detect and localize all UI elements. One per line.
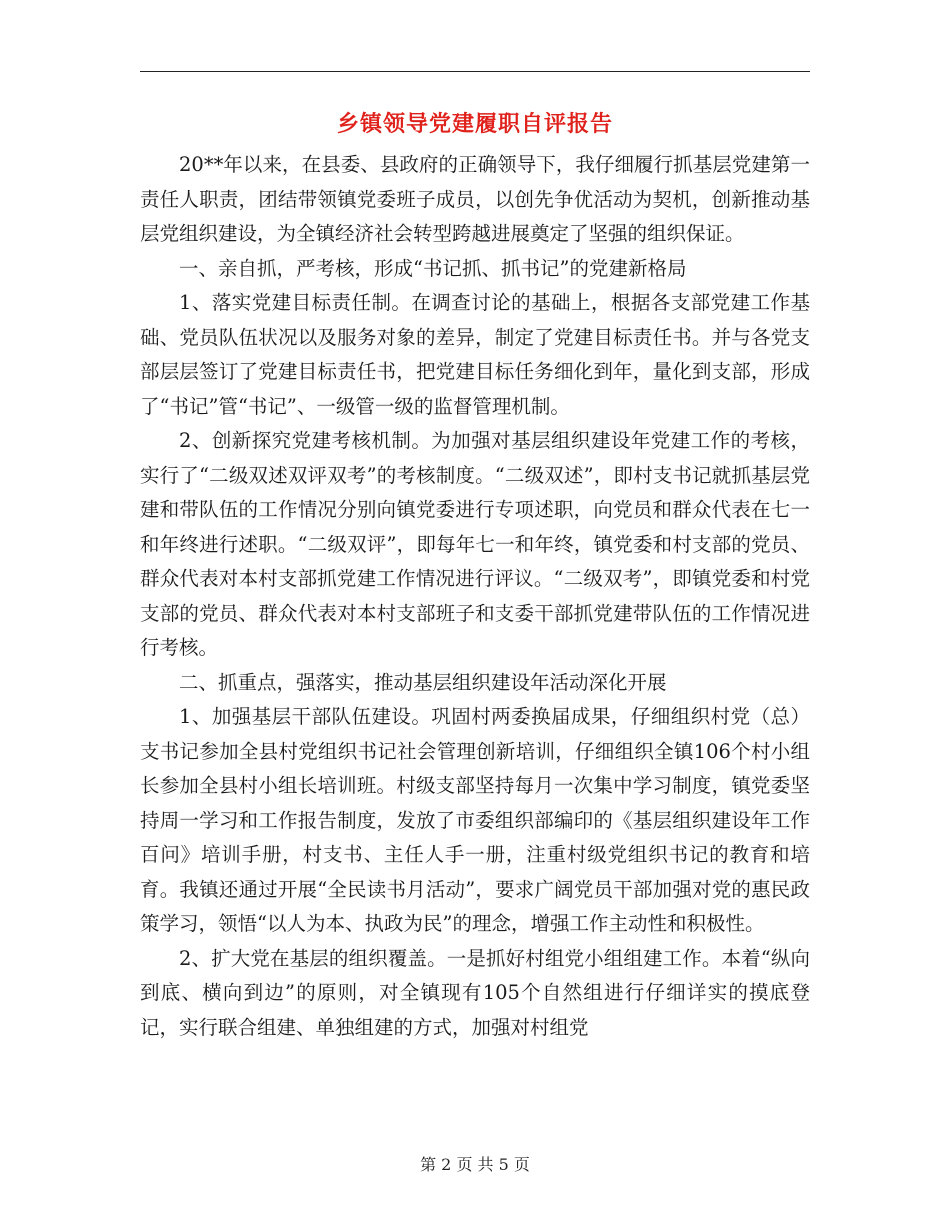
section-heading-1: 一、亲自抓，严考核，形成“书记抓、抓书记”的党建新格局 xyxy=(179,256,687,280)
paragraph-2-2: 2、扩大党在基层的组织覆盖。一是抓好村组党小组组建工作。本着“纵向到底、横向到边”的原则，对全镇现有105个自然组进行仔细详实的摸底登记，实行联合组建、单独组建的方式，加强对村组党 xyxy=(140,946,810,1039)
page-number: 第 2 页 共 5 页 xyxy=(420,1155,530,1174)
document-title: 乡镇领导党建履职自评报告 xyxy=(336,111,613,137)
paragraph-1-1: 1、落实党建目标责任制。在调查讨论的基础上，根据各支部党建工作基础、党员队伍状况以及服务对象的差异，制定了党建目标责任书。并与各党支部层层签订了党建目标责任书，把党建目标任务细化到年，量化到支部，形成了“书记”管“书记”、一级管一级的监督管理机制。 xyxy=(140,291,810,418)
paragraph-2-1: 1、加强基层干部队伍建设。巩固村两委换届成果，仔细组织村党（总）支书记参加全县村党组织书记社会管理创新培训，仔细组织全镇106个村小组长参加全县村小组长培训班。村级支部坚持每月一次集中学习制度，镇党委坚持周一学习和工作报告制度，发放了市委组织部编印的《基层组织建设年工作百问》培训手册，村支书、主任人手一册，注重村级党组织书记的教育和培育。我镇还通过开展“全民读书月活动”，要求广阔党员干部加强对党的惠民政策学习，领悟“以人为本、执政为民”的理念，增强工作主动性和积极性。 xyxy=(140,705,810,935)
paragraph-1-2: 2、创新探究党建考核机制。为加强对基层组织建设年党建工作的考核，实行了“二级双述双评双考”的考核制度。“二级双述”，即村支书记就抓基层党建和带队伍的工作情况分别向镇党委进行专项述职，向党员和群众代表在七一和年终进行述职。“二级双评”，即每年七一和年终，镇党委和村支部的党员、群众代表对本村支部抓党建工作情况进行评议。“二级双考”，即镇党委和村党支部的党员、群众代表对本村支部班子和支委干部抓党建带队伍的工作情况进行考核。 xyxy=(140,429,810,659)
paragraph-intro: 20**年以来，在县委、县政府的正确领导下，我仔细履行抓基层党建第一责任人职责，团结带领镇党委班子成员，以创先争优活动为契机，创新推动基层党组织建设，为全镇经济社会转型跨越进展奠定了坚强的组织保证。 xyxy=(140,153,810,245)
section-heading-2: 二、抓重点，强落实，推动基层组织建设年活动深化开展 xyxy=(179,670,667,694)
header-rule xyxy=(140,71,810,72)
document-body xyxy=(140,148,810,1045)
